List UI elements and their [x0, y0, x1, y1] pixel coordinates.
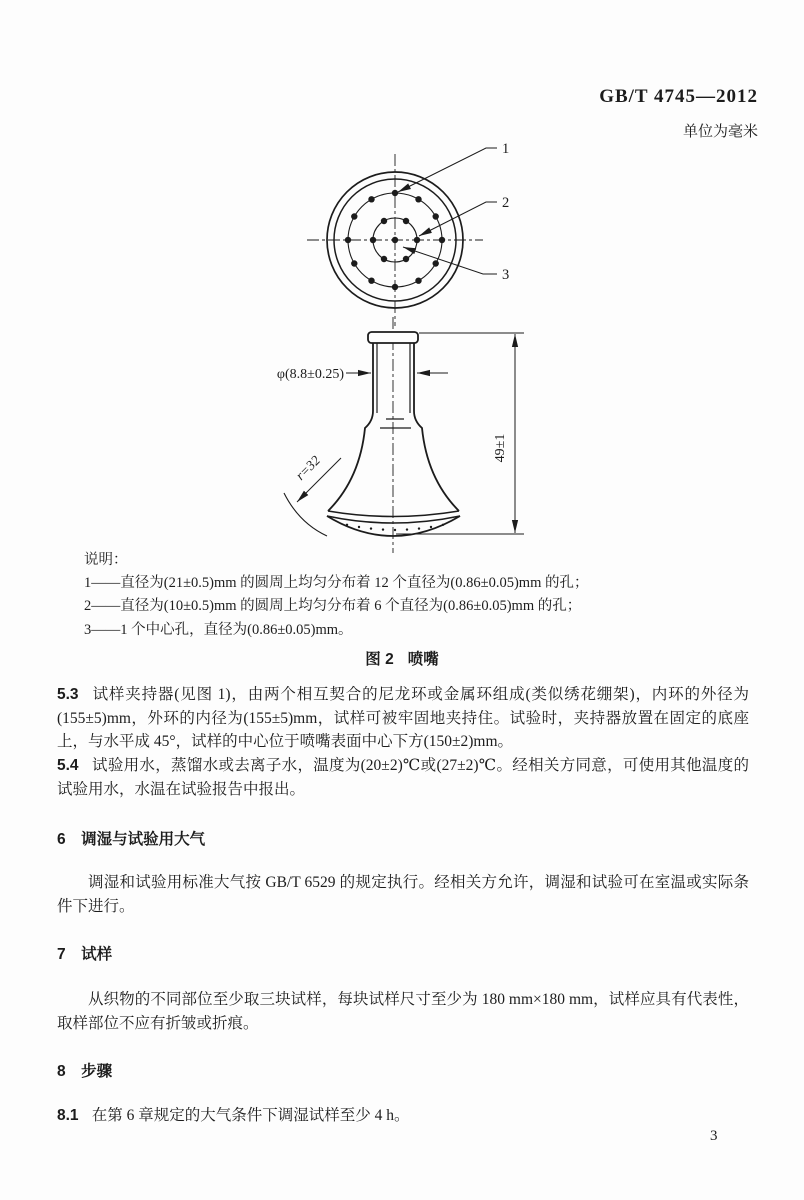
page-number: 3	[710, 1128, 718, 1144]
clause-5-4	[57, 754, 749, 801]
section-7-heading	[57, 942, 749, 964]
callout-1-leader	[398, 148, 497, 192]
legend-title: 说明：	[84, 552, 128, 568]
callout-3-leader	[403, 247, 497, 274]
figure-caption-label: 图 2	[365, 651, 394, 668]
clause-text: 试样夹持器(见图 1)，由两个相互契合的尼龙环或金属环组成(类似绣花绷架)，内环的外径为(155±5)mm，外环的内径为(155±5)mm，试样可被牢固地夹持住。试验时，夹持器放置在固定的底座上，与水平成 45°，试样的中心位于喷嘴表面中心下方(150±2)mm。	[57, 686, 749, 751]
nozzle-face-view	[307, 148, 497, 326]
section-7-paragraph: 从织物的不同部位至少取三块试样，每块试样尺寸至少为 180 mm×180 mm，试样应具有代表性，取样部位不应有折皱或折痕。	[57, 991, 749, 1032]
section-title: 试样	[81, 946, 113, 963]
figure-caption	[0, 647, 804, 669]
clause-8-1	[57, 1104, 749, 1128]
section-number: 6	[57, 831, 66, 848]
section-6-heading	[57, 827, 749, 849]
figure-legend	[84, 549, 724, 642]
clause-5-3	[57, 683, 749, 754]
callout-3-label: 3	[502, 267, 510, 283]
section-number: 7	[57, 946, 66, 963]
clause-number: 5.3	[57, 686, 79, 703]
nozzle-side-view	[284, 317, 524, 553]
legend-item: 3——1 个中心孔，直径为(0.86±0.05)mm。	[84, 621, 353, 638]
figure-caption-title: 喷嘴	[407, 651, 439, 668]
clause-number: 5.4	[57, 757, 79, 774]
legend-item: 2——直径为(10±0.5)mm 的圆周上均匀分布着 6 个直径为(0.86±0.05)mm 的孔；	[84, 598, 582, 615]
center-hole	[392, 237, 398, 243]
clause-text: 在第 6 章规定的大气条件下调湿试样至少 4 h。	[91, 1107, 410, 1124]
callout-2-leader	[419, 202, 497, 236]
section-title: 步骤	[81, 1063, 113, 1080]
bell-outline-right	[414, 343, 459, 511]
section-6-paragraph: 调湿和试验用标准大气按 GB/T 6529 的规定执行。经相关方允许，调湿和试验可在室温或实际条件下进行。	[57, 874, 749, 915]
section-8-heading	[57, 1059, 749, 1081]
unit-note: 单位为毫米	[682, 124, 758, 140]
neck-diameter-label: φ(8.8±0.25)	[276, 367, 344, 382]
legend-item: 1——直径为(21±0.5)mm 的圆周上均匀分布着 12 个直径为(0.86±0.05)mm 的孔；	[84, 575, 589, 592]
radius-label: r=32	[292, 452, 323, 483]
callout-1-label: 1	[502, 141, 510, 157]
section-title: 调湿与试验用大气	[81, 831, 206, 848]
radius-arc	[284, 493, 327, 536]
clause-number: 8.1	[57, 1107, 79, 1124]
callout-2-label: 2	[502, 195, 510, 211]
rim-band-top-arc	[328, 511, 459, 517]
section-number: 8	[57, 1063, 66, 1080]
clause-text: 试验用水，蒸馏水或去离子水，温度为(20±2)℃或(27±2)℃。经相关方同意，可使用其他温度的试验用水，水温在试验报告中报出。	[57, 757, 749, 798]
callout-labels	[502, 141, 509, 283]
standard-number: GB/T 4745—2012	[599, 86, 758, 107]
height-label: 49±1	[493, 433, 508, 463]
nozzle-drawing	[0, 130, 804, 560]
dimension-labels	[277, 367, 508, 483]
nozzle-flange	[368, 332, 418, 343]
